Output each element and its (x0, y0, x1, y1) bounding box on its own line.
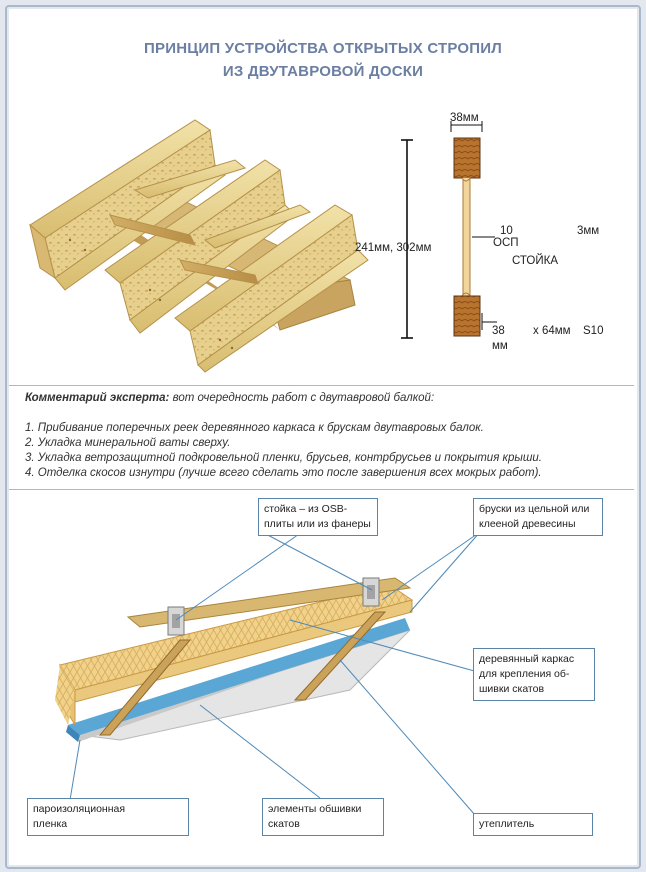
flange-top-width: 38мм (450, 112, 479, 124)
callout-web (258, 498, 378, 536)
callout-frame (473, 648, 595, 701)
roof-section-illustration (55, 578, 412, 742)
comment-item: 2. Укладка минеральной ваты сверху. (25, 437, 231, 449)
web-material: ОСП (493, 237, 519, 249)
callout-bars-line2: клееной древесины (479, 518, 576, 530)
callout-vapor (27, 798, 189, 836)
callout-vapor-line1: пароизоляционная (33, 803, 126, 815)
callout-sheathing-line2: скатов (268, 818, 300, 830)
poster-title-line1: ПРИНЦИП УСТРОЙСТВА ОТКРЫТЫХ СТРОПИЛ (144, 40, 502, 57)
callout-web-line2: плиты или из фанеры (264, 518, 371, 530)
callout-vapor-line2: пленка (33, 818, 68, 830)
flange-height: x 64мм (533, 325, 571, 337)
flange-width-unit: мм (492, 340, 508, 352)
web-thickness-unit: 3мм (577, 225, 600, 237)
comment-heading (25, 392, 434, 404)
joist-height: 241мм, 302мм (355, 242, 432, 254)
web-name: СТОЙКА (512, 255, 559, 267)
grade-label: S10 (583, 325, 604, 337)
callout-web-line1: стойка – из OSB- (264, 503, 348, 515)
i-joist-cross-section (401, 121, 497, 338)
comment-intro: вот очередность работ с двутавровой балкой: (169, 392, 435, 404)
callout-insulation (473, 813, 593, 836)
web-thickness-value: 10 (500, 225, 513, 237)
comment-item: 3. Укладка ветрозащитной подкровельной пленки, брусьев, контрбрусьев и покрытия крыши. (25, 452, 542, 464)
poster-title-line2: ИЗ ДВУТАВРОВОЙ ДОСКИ (222, 63, 424, 80)
callout-frame-line2: для крепления об- (479, 668, 570, 680)
callout-sheathing (262, 798, 384, 836)
comment-item: 4. Отделка скосов изнутри (лучше всего сделать это после завершения всех мокрых работ). (25, 467, 542, 479)
callout-bars-line1: бруски из цельной или (479, 503, 590, 515)
callout-insulation-line1: утеплитель (479, 818, 535, 830)
callout-frame-line1: деревянный каркас (479, 653, 575, 665)
callout-sheathing-line1: элементы обшивки (268, 803, 362, 815)
rafter-frame-illustration (30, 120, 368, 372)
flange-width: 38 (492, 325, 505, 337)
comment-item: 1. Прибивание поперечных реек деревянного каркаса к брускам двутавровых балок. (25, 422, 484, 434)
expert-comment (9, 385, 634, 490)
comment-label: Комментарий эксперта: (25, 392, 170, 404)
callout-frame-line3: шивки скатов (479, 683, 545, 695)
callout-bars (473, 498, 603, 536)
